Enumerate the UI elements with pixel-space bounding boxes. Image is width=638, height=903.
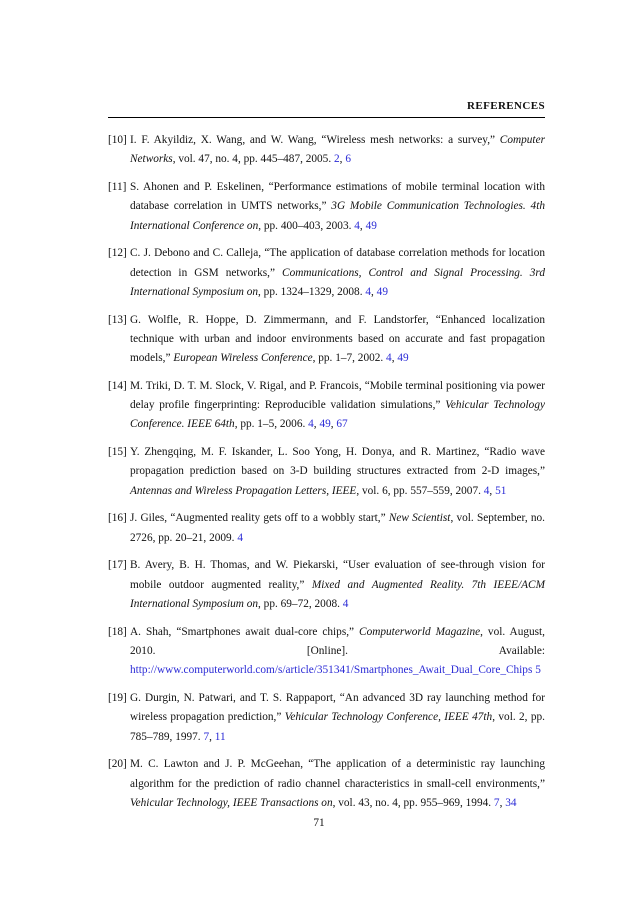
reference-venue: Vehicular Technology Conference. IEEE 64th <box>130 399 545 431</box>
reference-item: [15] Y. Zhengqing, M. F. Iskander, L. Soo Yong, H. Donya, and R. Martinez, “Radio wave propagation prediction based on 3-D building structures extracted from 2-D images,” Antennas and Wireless Propagation Letters, IEEE, vol. 6, pp. 557–559, 2007. 4, 51 <box>108 443 545 501</box>
reference-details: , pp. 1–5, 2006. <box>234 418 306 431</box>
reference-venue: Communications, Control and Signal Processing. 3rd International Symposium on <box>130 266 545 298</box>
backref-link[interactable]: 67 <box>336 418 348 431</box>
reference-authors-title: M. Triki, D. T. M. Slock, V. Rigal, and P. Francois, “Mobile terminal positioning via power delay profile fingerprinting: Reproducible validation simulations,” <box>130 379 545 412</box>
reference-details: , vol. 43, no. 4, pp. 955–969, 1994. <box>332 796 492 809</box>
backref-link[interactable]: 4 <box>365 285 372 298</box>
reference-number: [20] <box>108 758 127 771</box>
reference-item <box>108 509 545 548</box>
reference-authors-title: J. Giles, “Augmented reality gets off to a wobbly start,” <box>130 512 386 525</box>
reference-venue: New Scientist <box>388 512 451 525</box>
reference-venue: Computerworld Magazine <box>359 625 481 638</box>
reference-number: [11] <box>108 180 127 193</box>
backref-link[interactable]: 49 <box>365 219 377 232</box>
backref-link[interactable]: 6 <box>345 153 351 166</box>
reference-item: [11] S. Ahonen and P. Eskelinen, “Performance estimations of mobile terminal location with database correlation in UMTS networks,” 3G Mobile Communication Technologies. 4th International Conference on, pp. 400–403, 2003. 4, 49 <box>108 178 545 236</box>
backref-link[interactable]: 4 <box>386 352 392 365</box>
reference-number: [18] <box>108 625 127 638</box>
reference-venue: Mixed and Augmented Reality. 7th IEEE/ACM International Symposium on <box>130 578 545 610</box>
reference-number: [15] <box>108 446 127 459</box>
reference-venue: 3G Mobile Communication Technologies. 4th International Conference on <box>130 200 545 232</box>
reference-details: , vol. August, 2010. [Online]. Available: <box>130 625 546 657</box>
backref-link[interactable]: 7 <box>203 730 210 743</box>
backref-link[interactable]: 4 <box>342 597 349 610</box>
reference-number: [10] <box>108 134 127 146</box>
reference-authors-title: A. Shah, “Smartphones await dual-core chips,” <box>130 625 355 638</box>
reference-authors-title: B. Avery, B. H. Thomas, and W. Piekarski, “User evaluation of see-through vision for mobile outdoor augmented reality,” <box>130 559 545 591</box>
reference-authors-title: C. J. Debono and C. Calleja, “The application of database correlation methods for location detection in GSM networks,” <box>130 247 545 279</box>
reference-authors-title: G. Wolfle, R. Hoppe, D. Zimmermann, and F. Landstorfer, “Enhanced localization technique with urban and indoor environments based on accurate and fast propagation models,” <box>130 313 545 365</box>
reference-number: [14] <box>108 379 127 392</box>
backref-link[interactable]: 4 <box>308 418 314 431</box>
reference-details: , pp. 1–7, 2002. <box>312 352 384 365</box>
reference-number: [17] <box>108 559 127 572</box>
backref-link[interactable]: 4 <box>483 484 490 497</box>
backref-link[interactable]: 7 <box>493 796 500 809</box>
reference-details: , pp. 1324–1329, 2008. <box>258 285 363 298</box>
reference-authors-title: M. C. Lawton and J. P. McGeehan, “The application of a deterministic ray launching algorithm for the prediction of radio channel characteristics in small-cell environments,” <box>130 758 545 790</box>
backref-link[interactable]: 51 <box>495 484 507 497</box>
reference-number: [19] <box>108 691 127 704</box>
reference-venue: Computer Networks <box>130 134 545 166</box>
reference-number: [12] <box>108 247 127 260</box>
reference-details: , vol. 47, no. 4, pp. 445–487, 2005. <box>172 153 332 166</box>
backref-link[interactable]: 49 <box>319 418 331 431</box>
reference-venue: Vehicular Technology, IEEE Transactions on <box>130 796 333 809</box>
reference-url-link[interactable]: http://www.computerworld.com/s/article/351341/Smartphones_Await_Dual_Core_Chips <box>130 664 533 677</box>
reference-item: [14] M. Triki, D. T. M. Slock, V. Rigal, and P. Francois, “Mobile terminal positioning via power delay profile fingerprinting: Reproducible validation simulations,” Vehicular Technology Conference. IEEE 64th, pp. 1–5, 2006. 4, 49, 67 <box>108 377 545 435</box>
reference-authors-title: Y. Zhengqing, M. F. Iskander, L. Soo Yong, H. Donya, and R. Martinez, “Radio wave propagation prediction based on 3-D building structures extracted from 2-D images,” <box>130 446 545 478</box>
reference-authors-title: I. F. Akyildiz, X. Wang, and W. Wang, “Wireless mesh networks: a survey,” <box>130 134 496 146</box>
reference-item: [12] C. J. Debono and C. Calleja, “The application of database correlation methods for location detection in GSM networks,” Communications, Control and Signal Processing. 3rd International Symposium on, pp. 1324–1329, 2008. 4, 49 <box>108 244 545 302</box>
reference-details: , pp. 400–403, 2003. <box>258 219 352 232</box>
reference-item: [10] I. F. Akyildiz, X. Wang, and W. Wang, “Wireless mesh networks: a survey,” Computer Networks, vol. 47, no. 4, pp. 445–487, 2005. 2, 6 <box>108 131 545 170</box>
reference-item: [13] G. Wolfle, R. Hoppe, D. Zimmermann, and F. Landstorfer, “Enhanced localization technique with urban and indoor environments based on accurate and fast propagation models,” European Wireless Conference, pp. 1–7, 2002. 4, 49 <box>108 311 545 369</box>
reference-venue: Vehicular Technology Conference, IEEE 47th <box>284 711 493 724</box>
backref-link[interactable]: 2 <box>334 153 340 166</box>
reference-venue: European Wireless Conference <box>173 352 313 365</box>
reference-list <box>108 131 545 822</box>
reference-details: , vol. 6, pp. 557–559, 2007. <box>356 484 481 497</box>
backref-link[interactable]: 49 <box>397 352 409 365</box>
reference-details: , vol. September, no. 2726, pp. 20–21, 2009. <box>130 512 546 544</box>
reference-authors-title: G. Durgin, N. Patwari, and T. S. Rappaport, “An advanced 3D ray launching method for wireless propagation prediction,” <box>130 691 545 724</box>
backref-link[interactable]: 34 <box>505 796 517 809</box>
reference-details: , pp. 69–72, 2008. <box>258 597 340 610</box>
header-rule <box>108 117 545 118</box>
reference-authors-title: S. Ahonen and P. Eskelinen, “Performance estimations of mobile terminal location with database correlation in UMTS networks,” <box>130 180 545 213</box>
backref-link[interactable]: 4 <box>237 531 243 544</box>
reference-item: [19] G. Durgin, N. Patwari, and T. S. Rappaport, “An advanced 3D ray launching method for wireless propagation prediction,” Vehicular Technology Conference, IEEE 47th, vol. 2, pp. 785–789, 1997. 7, 11 <box>108 689 545 747</box>
backref-link[interactable]: 4 <box>354 219 360 232</box>
reference-item: [20] M. C. Lawton and J. P. McGeehan, “The application of a deterministic ray launching algorithm for the prediction of radio channel characteristics in small-cell environments,” Vehicular Technology, IEEE Transactions on, vol. 43, no. 4, pp. 955–969, 1994. 7, 34 <box>108 755 545 813</box>
backref-link[interactable]: 5 <box>535 664 541 677</box>
reference-item <box>108 556 545 614</box>
reference-number: [13] <box>108 313 127 326</box>
reference-item <box>108 623 545 681</box>
page-number: 71 <box>313 817 325 829</box>
backref-link[interactable]: 49 <box>376 285 388 298</box>
running-header: REFERENCES <box>467 100 545 112</box>
reference-number: [16] <box>108 512 127 525</box>
reference-details: , vol. 2, pp. 785–789, 1997. <box>130 711 545 743</box>
reference-venue: Antennas and Wireless Propagation Letters, IEEE <box>130 484 357 497</box>
backref-link[interactable]: 11 <box>214 730 226 743</box>
